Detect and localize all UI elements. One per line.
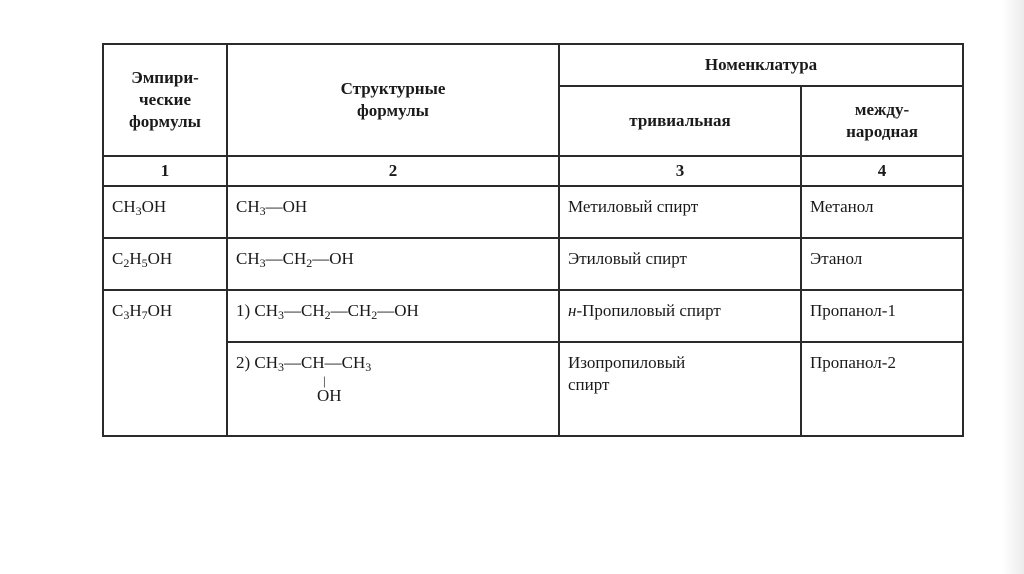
header-structural: Структурные формулы — [227, 44, 559, 156]
international-name: Метанол — [801, 186, 963, 238]
international-name: Этанол — [801, 238, 963, 290]
trivial-name: н-Пропиловый спирт — [559, 290, 801, 342]
structural-formula: $CH_3—OH$ — [227, 186, 559, 238]
alcohols-table — [102, 43, 964, 437]
empirical-formula: $C_2H_5OH$ — [103, 238, 227, 290]
trivial-name: Этиловый спирт — [559, 238, 801, 290]
structural-formula: 2) $CH_3—CH—CH_3$ | OH — [227, 342, 559, 436]
trivial-name: Метиловый спирт — [559, 186, 801, 238]
international-name: Пропанол-1 — [801, 290, 963, 342]
branch-bond: | — [323, 373, 326, 389]
column-number: 1 — [103, 156, 227, 186]
empirical-formula: $C_3H_7OH$ — [103, 290, 227, 436]
table-row — [103, 186, 963, 238]
branch-group: OH — [317, 386, 342, 406]
table-row — [103, 290, 963, 342]
slide-edge-shadow — [1002, 0, 1024, 574]
international-name: Пропанол-2 — [801, 342, 963, 436]
column-number: 3 — [559, 156, 801, 186]
header-empirical: Эмпири- ческие формулы — [103, 44, 227, 156]
empirical-formula: $CH_3OH$ — [103, 186, 227, 238]
structural-formula: 1) $CH_3—CH_2—CH_2—OH$ — [227, 290, 559, 342]
column-number: 4 — [801, 156, 963, 186]
trivial-name: Изопропиловый спирт — [559, 342, 801, 436]
structural-formula: $CH_3—CH_2—OH$ — [227, 238, 559, 290]
column-number: 2 — [227, 156, 559, 186]
header-trivial: тривиальная — [559, 86, 801, 156]
table-row — [103, 238, 963, 290]
table-row — [103, 342, 963, 436]
header-nomenclature: Номенклатура — [559, 44, 963, 86]
header-international: между- народная — [801, 86, 963, 156]
